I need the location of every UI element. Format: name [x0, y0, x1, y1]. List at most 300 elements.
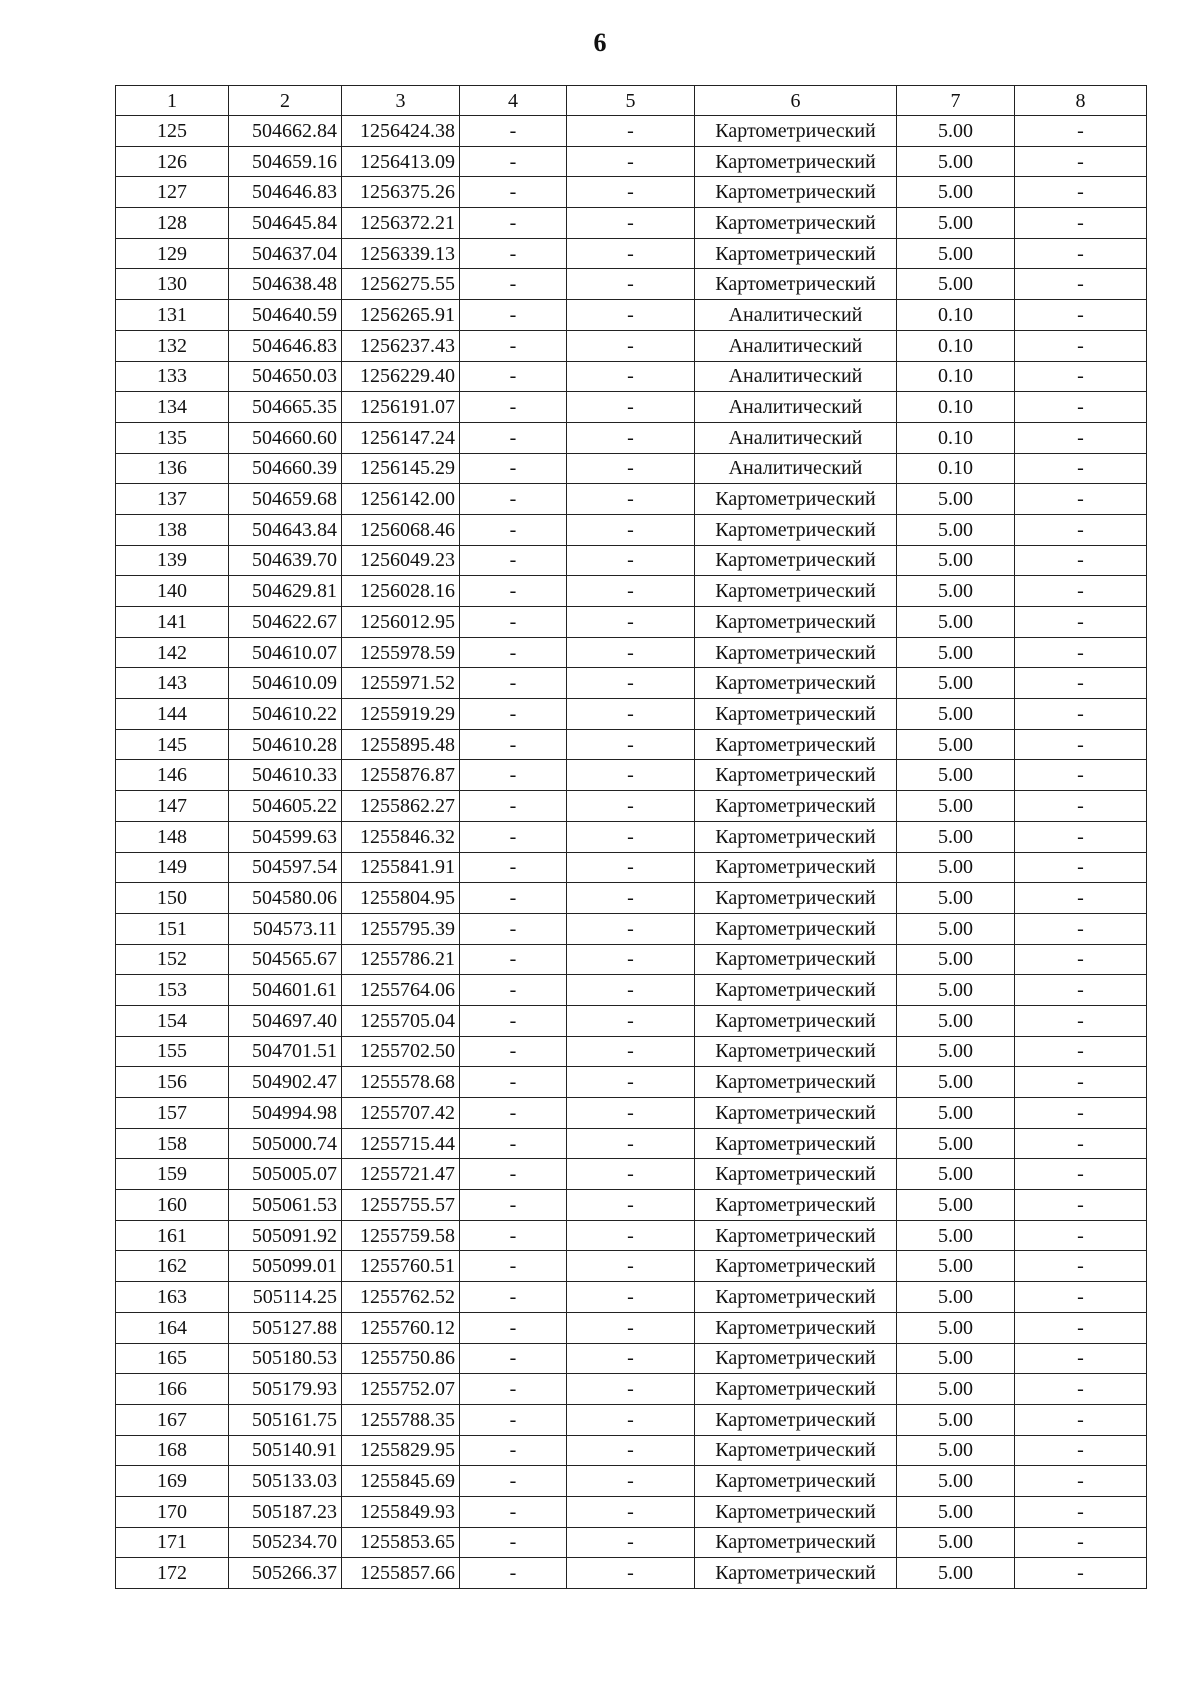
table-row: [116, 1098, 1147, 1129]
x-coordinate-cell: 505234.70: [229, 1527, 342, 1558]
point-number-cell: 136: [116, 453, 229, 484]
col8-cell: -: [1015, 852, 1147, 883]
x-coordinate-cell: 504638.48: [229, 269, 342, 300]
method-cell: Картометрический: [695, 975, 897, 1006]
y-coordinate-cell: 1255702.50: [342, 1036, 460, 1067]
x-coordinate-cell: 505000.74: [229, 1128, 342, 1159]
method-cell: Картометрический: [695, 1036, 897, 1067]
col8-cell: -: [1015, 1282, 1147, 1313]
y-coordinate-cell: 1255760.51: [342, 1251, 460, 1282]
y-coordinate-cell: 1255841.91: [342, 852, 460, 883]
col5-cell: -: [567, 1159, 695, 1190]
y-coordinate-cell: 1256068.46: [342, 514, 460, 545]
precision-cell: 5.00: [897, 177, 1015, 208]
x-coordinate-cell: 505114.25: [229, 1282, 342, 1313]
precision-cell: 5.00: [897, 729, 1015, 760]
col4-cell: -: [460, 238, 567, 269]
table-row: [116, 1466, 1147, 1497]
x-coordinate-cell: 505005.07: [229, 1159, 342, 1190]
method-cell: Картометрический: [695, 484, 897, 515]
col5-cell: -: [567, 791, 695, 822]
point-number-cell: 157: [116, 1098, 229, 1129]
precision-cell: 5.00: [897, 944, 1015, 975]
point-number-cell: 133: [116, 361, 229, 392]
precision-cell: 5.00: [897, 116, 1015, 147]
table-row: [116, 944, 1147, 975]
y-coordinate-cell: 1255919.29: [342, 699, 460, 730]
col4-cell: -: [460, 1036, 567, 1067]
method-cell: Аналитический: [695, 361, 897, 392]
col8-cell: -: [1015, 1190, 1147, 1221]
col8-cell: -: [1015, 300, 1147, 331]
precision-cell: 5.00: [897, 1036, 1015, 1067]
y-coordinate-cell: 1255876.87: [342, 760, 460, 791]
col5-cell: -: [567, 975, 695, 1006]
method-cell: Аналитический: [695, 453, 897, 484]
y-coordinate-cell: 1255759.58: [342, 1220, 460, 1251]
col4-cell: -: [460, 1005, 567, 1036]
point-number-cell: 163: [116, 1282, 229, 1313]
x-coordinate-cell: 505179.93: [229, 1374, 342, 1405]
x-coordinate-cell: 504643.84: [229, 514, 342, 545]
point-number-cell: 134: [116, 392, 229, 423]
coordinates-table: [115, 85, 1147, 1589]
col8-cell: -: [1015, 1374, 1147, 1405]
col4-cell: -: [460, 146, 567, 177]
precision-cell: 5.00: [897, 852, 1015, 883]
table-row: [116, 668, 1147, 699]
col5-cell: -: [567, 1005, 695, 1036]
method-cell: Картометрический: [695, 177, 897, 208]
point-number-cell: 162: [116, 1251, 229, 1282]
method-cell: Картометрический: [695, 1466, 897, 1497]
table-row: [116, 330, 1147, 361]
col5-cell: -: [567, 883, 695, 914]
y-coordinate-cell: 1256191.07: [342, 392, 460, 423]
point-number-cell: 144: [116, 699, 229, 730]
table-header-row: [116, 86, 1147, 116]
col4-cell: -: [460, 883, 567, 914]
col5-cell: -: [567, 1312, 695, 1343]
precision-cell: 5.00: [897, 1527, 1015, 1558]
y-coordinate-cell: 1256339.13: [342, 238, 460, 269]
table-row: [116, 791, 1147, 822]
col5-cell: -: [567, 514, 695, 545]
point-number-cell: 150: [116, 883, 229, 914]
precision-cell: 5.00: [897, 668, 1015, 699]
method-cell: Картометрический: [695, 1435, 897, 1466]
col8-cell: -: [1015, 1220, 1147, 1251]
x-coordinate-cell: 505133.03: [229, 1466, 342, 1497]
point-number-cell: 171: [116, 1527, 229, 1558]
y-coordinate-cell: 1255760.12: [342, 1312, 460, 1343]
y-coordinate-cell: 1255978.59: [342, 637, 460, 668]
col8-cell: -: [1015, 514, 1147, 545]
point-number-cell: 158: [116, 1128, 229, 1159]
x-coordinate-cell: 504599.63: [229, 821, 342, 852]
x-coordinate-cell: 505099.01: [229, 1251, 342, 1282]
point-number-cell: 154: [116, 1005, 229, 1036]
y-coordinate-cell: 1256237.43: [342, 330, 460, 361]
col5-cell: -: [567, 116, 695, 147]
col5-cell: -: [567, 177, 695, 208]
col4-cell: -: [460, 944, 567, 975]
table-row: [116, 1404, 1147, 1435]
col4-cell: -: [460, 1435, 567, 1466]
table-row: [116, 361, 1147, 392]
point-number-cell: 125: [116, 116, 229, 147]
header-cell: 8: [1015, 86, 1147, 116]
x-coordinate-cell: 504605.22: [229, 791, 342, 822]
method-cell: Картометрический: [695, 1558, 897, 1589]
col8-cell: -: [1015, 1527, 1147, 1558]
method-cell: Картометрический: [695, 668, 897, 699]
precision-cell: 0.10: [897, 453, 1015, 484]
y-coordinate-cell: 1256275.55: [342, 269, 460, 300]
col5-cell: -: [567, 699, 695, 730]
col8-cell: -: [1015, 576, 1147, 607]
col5-cell: -: [567, 208, 695, 239]
y-coordinate-cell: 1255715.44: [342, 1128, 460, 1159]
col8-cell: -: [1015, 1466, 1147, 1497]
x-coordinate-cell: 504622.67: [229, 607, 342, 638]
precision-cell: 5.00: [897, 1374, 1015, 1405]
y-coordinate-cell: 1255578.68: [342, 1067, 460, 1098]
point-number-cell: 160: [116, 1190, 229, 1221]
table-row: [116, 1005, 1147, 1036]
precision-cell: 5.00: [897, 791, 1015, 822]
table-row: [116, 1435, 1147, 1466]
table-row: [116, 637, 1147, 668]
table-row: [116, 116, 1147, 147]
y-coordinate-cell: 1255786.21: [342, 944, 460, 975]
col8-cell: -: [1015, 1496, 1147, 1527]
table-row: [116, 1282, 1147, 1313]
table-row: [116, 392, 1147, 423]
method-cell: Картометрический: [695, 1159, 897, 1190]
col8-cell: -: [1015, 1159, 1147, 1190]
x-coordinate-cell: 504659.16: [229, 146, 342, 177]
x-coordinate-cell: 505127.88: [229, 1312, 342, 1343]
table-row: [116, 1496, 1147, 1527]
precision-cell: 5.00: [897, 1098, 1015, 1129]
col5-cell: -: [567, 361, 695, 392]
precision-cell: 5.00: [897, 146, 1015, 177]
col5-cell: -: [567, 1343, 695, 1374]
col8-cell: -: [1015, 1343, 1147, 1374]
x-coordinate-cell: 504660.39: [229, 453, 342, 484]
table-row: [116, 852, 1147, 883]
precision-cell: 5.00: [897, 1190, 1015, 1221]
method-cell: Картометрический: [695, 514, 897, 545]
x-coordinate-cell: 504650.03: [229, 361, 342, 392]
y-coordinate-cell: 1255752.07: [342, 1374, 460, 1405]
precision-cell: 5.00: [897, 545, 1015, 576]
col8-cell: -: [1015, 238, 1147, 269]
precision-cell: 5.00: [897, 238, 1015, 269]
table-row: [116, 1220, 1147, 1251]
col4-cell: -: [460, 1343, 567, 1374]
col8-cell: -: [1015, 177, 1147, 208]
col8-cell: -: [1015, 699, 1147, 730]
method-cell: Картометрический: [695, 1251, 897, 1282]
table-row: [116, 514, 1147, 545]
col8-cell: -: [1015, 116, 1147, 147]
x-coordinate-cell: 504646.83: [229, 177, 342, 208]
x-coordinate-cell: 504994.98: [229, 1098, 342, 1129]
x-coordinate-cell: 504646.83: [229, 330, 342, 361]
header-cell: 5: [567, 86, 695, 116]
col8-cell: -: [1015, 1312, 1147, 1343]
precision-cell: 5.00: [897, 699, 1015, 730]
col5-cell: -: [567, 1282, 695, 1313]
x-coordinate-cell: 505266.37: [229, 1558, 342, 1589]
col8-cell: -: [1015, 1036, 1147, 1067]
y-coordinate-cell: 1255764.06: [342, 975, 460, 1006]
method-cell: Аналитический: [695, 300, 897, 331]
col5-cell: -: [567, 545, 695, 576]
col4-cell: -: [460, 1251, 567, 1282]
col4-cell: -: [460, 1190, 567, 1221]
x-coordinate-cell: 504902.47: [229, 1067, 342, 1098]
table-row: [116, 453, 1147, 484]
table-row: [116, 1159, 1147, 1190]
x-coordinate-cell: 504565.67: [229, 944, 342, 975]
x-coordinate-cell: 505140.91: [229, 1435, 342, 1466]
precision-cell: 5.00: [897, 913, 1015, 944]
precision-cell: 5.00: [897, 637, 1015, 668]
precision-cell: 5.00: [897, 1404, 1015, 1435]
table-row: [116, 821, 1147, 852]
col4-cell: -: [460, 1527, 567, 1558]
y-coordinate-cell: 1255788.35: [342, 1404, 460, 1435]
method-cell: Картометрический: [695, 269, 897, 300]
table-row: [116, 1190, 1147, 1221]
method-cell: Картометрический: [695, 208, 897, 239]
x-coordinate-cell: 504645.84: [229, 208, 342, 239]
method-cell: Картометрический: [695, 944, 897, 975]
point-number-cell: 135: [116, 422, 229, 453]
precision-cell: 5.00: [897, 883, 1015, 914]
y-coordinate-cell: 1256229.40: [342, 361, 460, 392]
precision-cell: 5.00: [897, 1496, 1015, 1527]
col4-cell: -: [460, 1374, 567, 1405]
y-coordinate-cell: 1255849.93: [342, 1496, 460, 1527]
table-row: [116, 1312, 1147, 1343]
y-coordinate-cell: 1255853.65: [342, 1527, 460, 1558]
y-coordinate-cell: 1256424.38: [342, 116, 460, 147]
y-coordinate-cell: 1255804.95: [342, 883, 460, 914]
y-coordinate-cell: 1256372.21: [342, 208, 460, 239]
col5-cell: -: [567, 607, 695, 638]
col5-cell: -: [567, 1036, 695, 1067]
col4-cell: -: [460, 300, 567, 331]
method-cell: Картометрический: [695, 729, 897, 760]
point-number-cell: 165: [116, 1343, 229, 1374]
x-coordinate-cell: 504610.28: [229, 729, 342, 760]
col5-cell: -: [567, 484, 695, 515]
col5-cell: -: [567, 1404, 695, 1435]
x-coordinate-cell: 504697.40: [229, 1005, 342, 1036]
method-cell: Картометрический: [695, 1282, 897, 1313]
method-cell: Картометрический: [695, 760, 897, 791]
x-coordinate-cell: 505180.53: [229, 1343, 342, 1374]
y-coordinate-cell: 1255845.69: [342, 1466, 460, 1497]
col4-cell: -: [460, 607, 567, 638]
col5-cell: -: [567, 1190, 695, 1221]
col5-cell: -: [567, 1098, 695, 1129]
x-coordinate-cell: 504610.07: [229, 637, 342, 668]
precision-cell: 5.00: [897, 1251, 1015, 1282]
col5-cell: -: [567, 729, 695, 760]
y-coordinate-cell: 1255705.04: [342, 1005, 460, 1036]
method-cell: Картометрический: [695, 576, 897, 607]
col8-cell: -: [1015, 729, 1147, 760]
page-number: 6: [593, 28, 607, 57]
table-row: [116, 1558, 1147, 1589]
y-coordinate-cell: 1256145.29: [342, 453, 460, 484]
header-cell: 3: [342, 86, 460, 116]
method-cell: Аналитический: [695, 330, 897, 361]
point-number-cell: 131: [116, 300, 229, 331]
precision-cell: 0.10: [897, 422, 1015, 453]
table-row: [116, 699, 1147, 730]
col4-cell: -: [460, 913, 567, 944]
col8-cell: -: [1015, 760, 1147, 791]
y-coordinate-cell: 1256147.24: [342, 422, 460, 453]
x-coordinate-cell: 504701.51: [229, 1036, 342, 1067]
point-number-cell: 140: [116, 576, 229, 607]
point-number-cell: 159: [116, 1159, 229, 1190]
point-number-cell: 141: [116, 607, 229, 638]
x-coordinate-cell: 504639.70: [229, 545, 342, 576]
table-row: [116, 300, 1147, 331]
method-cell: Картометрический: [695, 607, 897, 638]
col5-cell: -: [567, 1496, 695, 1527]
precision-cell: 5.00: [897, 484, 1015, 515]
point-number-cell: 129: [116, 238, 229, 269]
col4-cell: -: [460, 330, 567, 361]
y-coordinate-cell: 1256028.16: [342, 576, 460, 607]
x-coordinate-cell: 504610.09: [229, 668, 342, 699]
col4-cell: -: [460, 208, 567, 239]
col8-cell: -: [1015, 208, 1147, 239]
method-cell: Картометрический: [695, 699, 897, 730]
y-coordinate-cell: 1255895.48: [342, 729, 460, 760]
col8-cell: -: [1015, 668, 1147, 699]
col5-cell: -: [567, 637, 695, 668]
y-coordinate-cell: 1256049.23: [342, 545, 460, 576]
table-row: [116, 208, 1147, 239]
precision-cell: 5.00: [897, 1067, 1015, 1098]
y-coordinate-cell: 1255755.57: [342, 1190, 460, 1221]
y-coordinate-cell: 1255971.52: [342, 668, 460, 699]
precision-cell: 5.00: [897, 1282, 1015, 1313]
point-number-cell: 126: [116, 146, 229, 177]
point-number-cell: 169: [116, 1466, 229, 1497]
col8-cell: -: [1015, 146, 1147, 177]
point-number-cell: 130: [116, 269, 229, 300]
col4-cell: -: [460, 392, 567, 423]
precision-cell: 5.00: [897, 1558, 1015, 1589]
col8-cell: -: [1015, 607, 1147, 638]
precision-cell: 5.00: [897, 269, 1015, 300]
x-coordinate-cell: 504580.06: [229, 883, 342, 914]
precision-cell: 5.00: [897, 1435, 1015, 1466]
col8-cell: -: [1015, 1098, 1147, 1129]
col5-cell: -: [567, 1220, 695, 1251]
col5-cell: -: [567, 238, 695, 269]
col4-cell: -: [460, 729, 567, 760]
col4-cell: -: [460, 1220, 567, 1251]
col4-cell: -: [460, 791, 567, 822]
col5-cell: -: [567, 392, 695, 423]
col8-cell: -: [1015, 883, 1147, 914]
y-coordinate-cell: 1255862.27: [342, 791, 460, 822]
method-cell: Картометрический: [695, 852, 897, 883]
col4-cell: -: [460, 637, 567, 668]
table-row: [116, 607, 1147, 638]
table-row: [116, 1527, 1147, 1558]
header-cell: 4: [460, 86, 567, 116]
col4-cell: -: [460, 1496, 567, 1527]
precision-cell: 5.00: [897, 208, 1015, 239]
precision-cell: 5.00: [897, 576, 1015, 607]
col4-cell: -: [460, 760, 567, 791]
x-coordinate-cell: 504662.84: [229, 116, 342, 147]
col8-cell: -: [1015, 791, 1147, 822]
col5-cell: -: [567, 1466, 695, 1497]
method-cell: Картометрический: [695, 1496, 897, 1527]
col8-cell: -: [1015, 1404, 1147, 1435]
method-cell: Картометрический: [695, 1343, 897, 1374]
col8-cell: -: [1015, 330, 1147, 361]
table-row: [116, 1036, 1147, 1067]
x-coordinate-cell: 504665.35: [229, 392, 342, 423]
col5-cell: -: [567, 453, 695, 484]
x-coordinate-cell: 504597.54: [229, 852, 342, 883]
col5-cell: -: [567, 821, 695, 852]
y-coordinate-cell: 1255762.52: [342, 1282, 460, 1313]
table-row: [116, 883, 1147, 914]
precision-cell: 5.00: [897, 607, 1015, 638]
y-coordinate-cell: 1256375.26: [342, 177, 460, 208]
table-row: [116, 975, 1147, 1006]
precision-cell: 5.00: [897, 1220, 1015, 1251]
col5-cell: -: [567, 668, 695, 699]
table-row: [116, 177, 1147, 208]
point-number-cell: 147: [116, 791, 229, 822]
x-coordinate-cell: 504660.60: [229, 422, 342, 453]
x-coordinate-cell: 505091.92: [229, 1220, 342, 1251]
precision-cell: 5.00: [897, 1128, 1015, 1159]
method-cell: Картометрический: [695, 637, 897, 668]
col5-cell: -: [567, 1067, 695, 1098]
table-row: [116, 913, 1147, 944]
table-row: [116, 545, 1147, 576]
point-number-cell: 170: [116, 1496, 229, 1527]
precision-cell: 0.10: [897, 392, 1015, 423]
x-coordinate-cell: 505061.53: [229, 1190, 342, 1221]
col4-cell: -: [460, 699, 567, 730]
col8-cell: -: [1015, 913, 1147, 944]
col4-cell: -: [460, 1282, 567, 1313]
col5-cell: -: [567, 1558, 695, 1589]
col8-cell: -: [1015, 1558, 1147, 1589]
method-cell: Аналитический: [695, 392, 897, 423]
table-row: [116, 1343, 1147, 1374]
point-number-cell: 145: [116, 729, 229, 760]
